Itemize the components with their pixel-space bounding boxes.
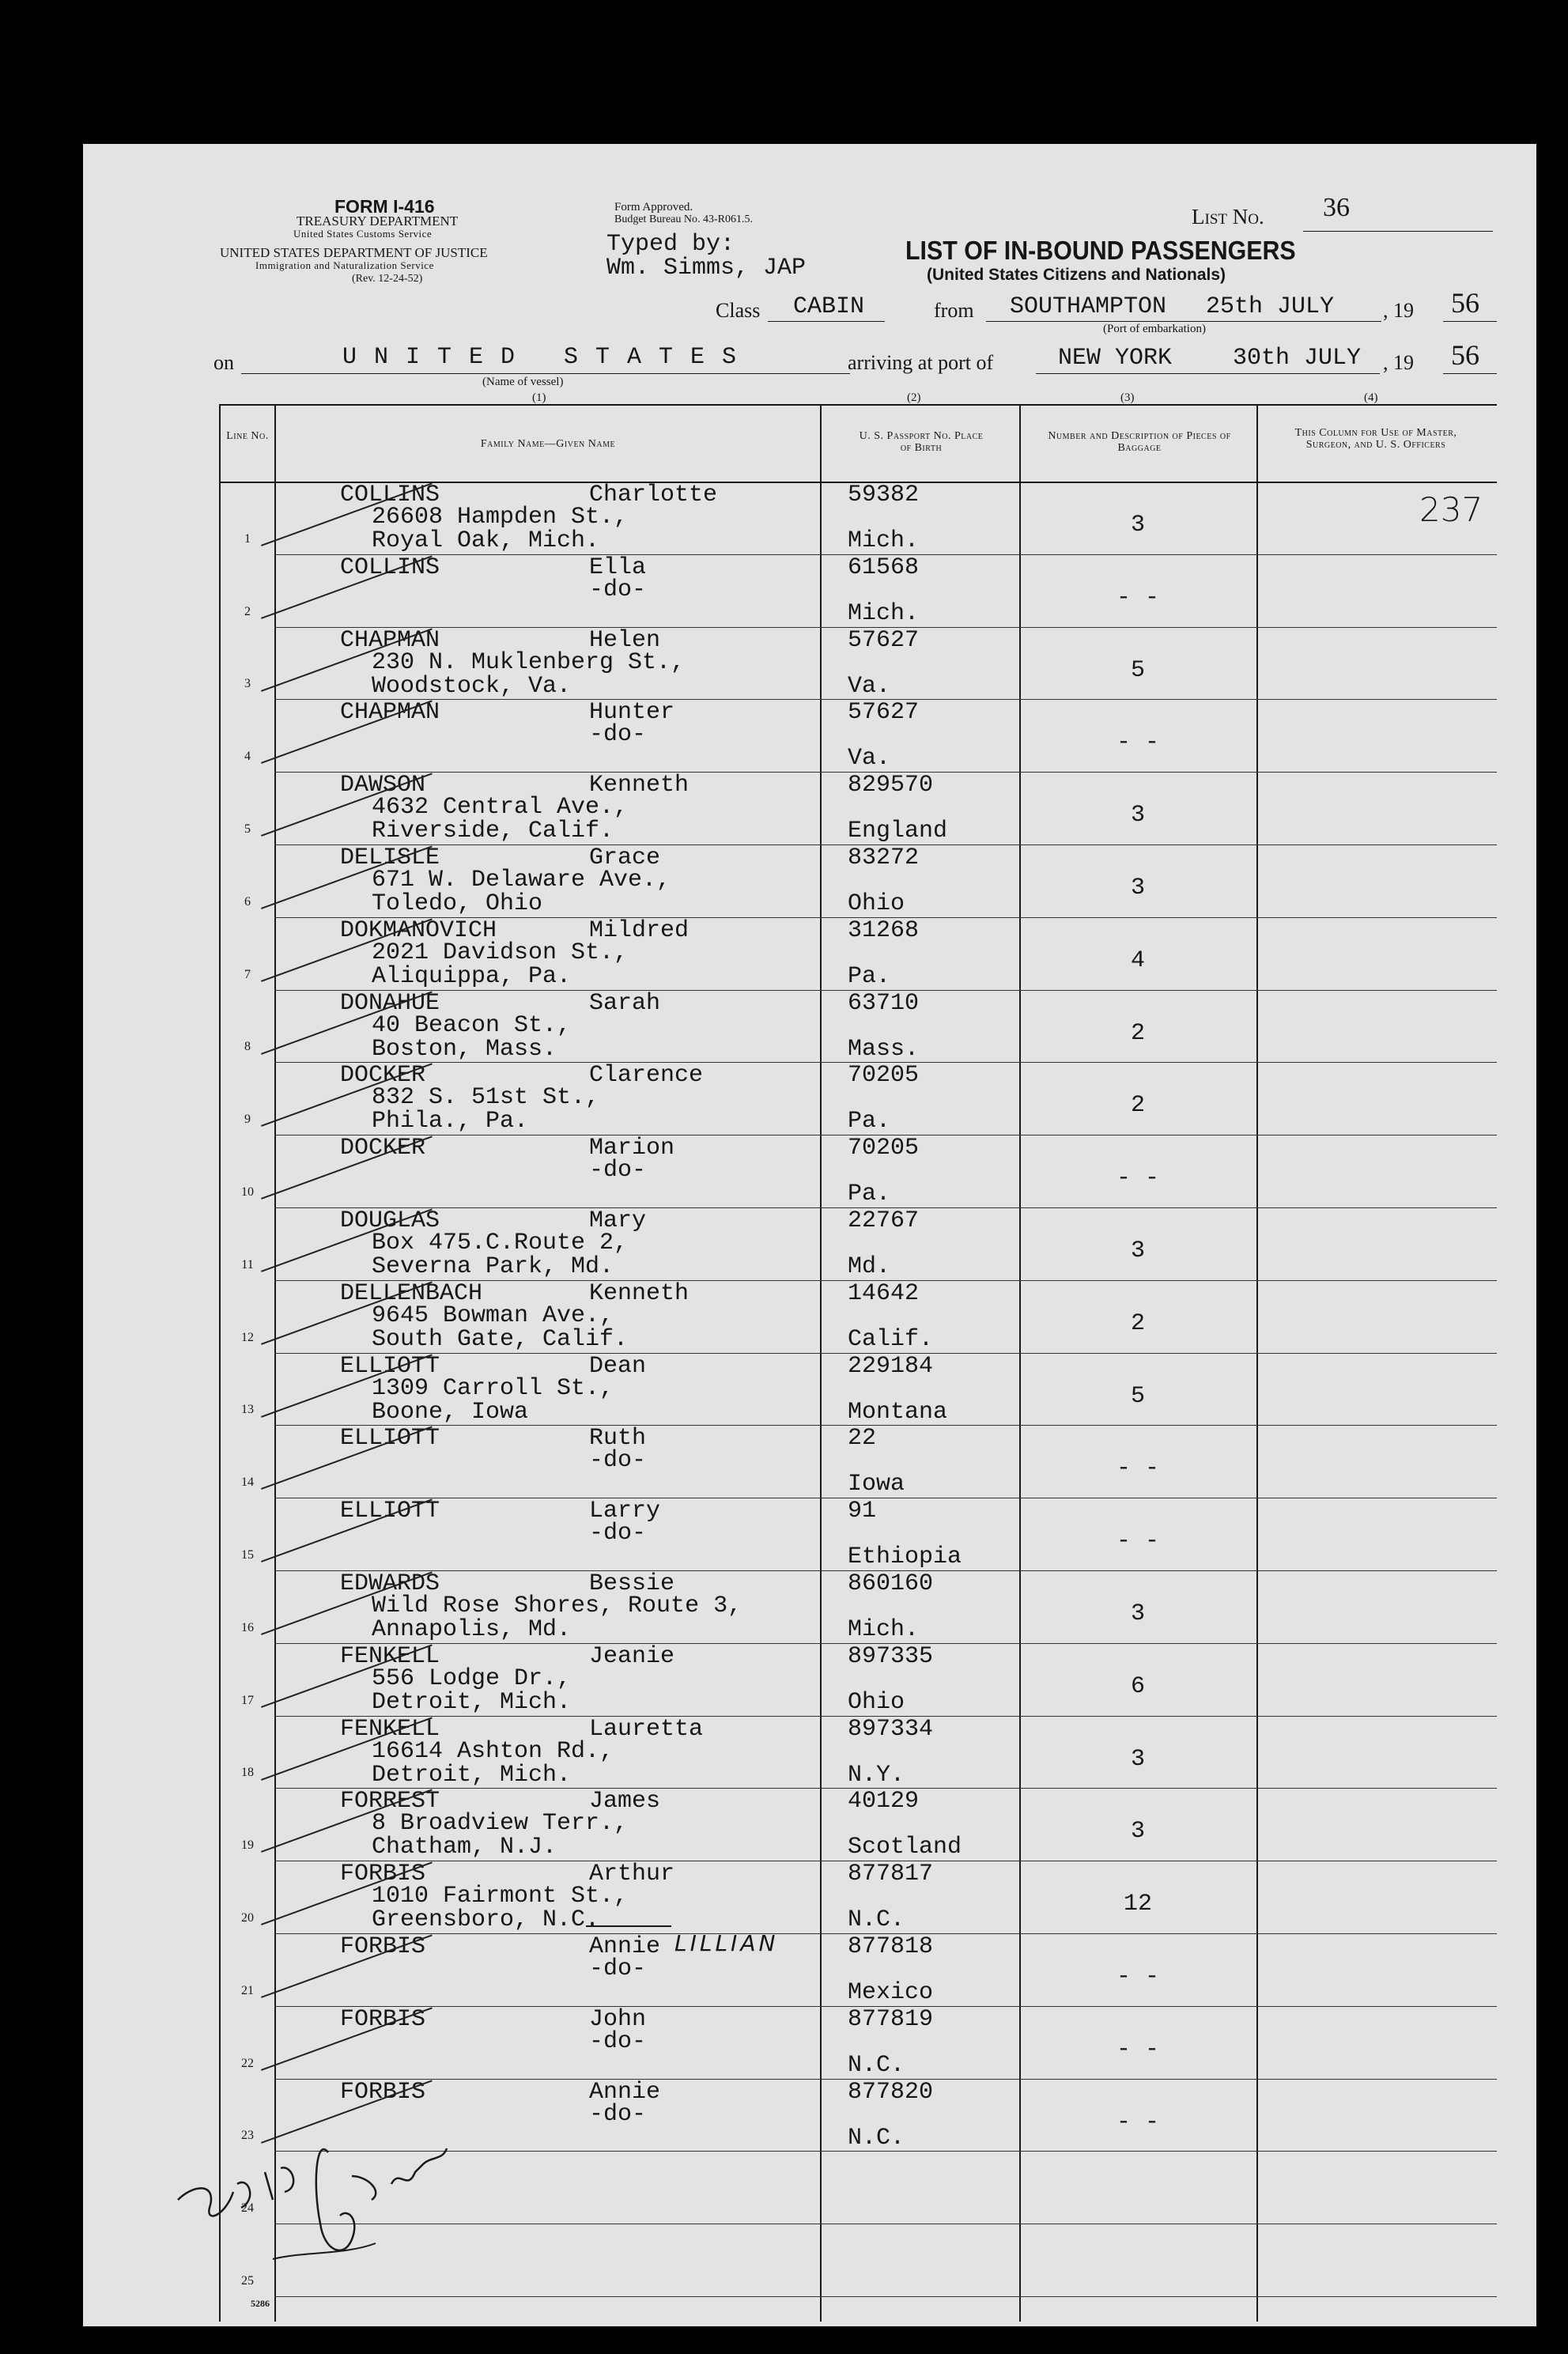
line-number: 6 <box>244 894 251 909</box>
header-name: Family Name—Given Name <box>480 438 616 450</box>
class-value: CABIN <box>793 293 865 320</box>
passport-number: 829570 <box>848 772 934 799</box>
passport-number: 877819 <box>848 2005 934 2033</box>
family-name: COLLINS <box>340 482 440 508</box>
address-line-2: Toledo, Ohio <box>372 890 543 917</box>
address-line-2: Woodstock, Va. <box>372 672 572 700</box>
family-name: DELLENBACH <box>340 1279 483 1307</box>
from-line <box>986 321 1381 322</box>
line-number: 18 <box>241 1766 254 1780</box>
family-name: DOKMANOVICH <box>340 916 497 944</box>
address-line-2: Boston, Mass. <box>372 1035 557 1063</box>
col-num-1: (1) <box>532 391 546 404</box>
from-port: SOUTHAMPTON <box>1010 293 1167 320</box>
given-name: Annie <box>589 1933 661 1960</box>
passport-number: 14642 <box>848 1279 920 1307</box>
baggage-count: - - <box>1116 1455 1159 1483</box>
passport-number: 22 <box>848 1425 877 1453</box>
given-name: Marion <box>589 1135 675 1162</box>
line-number: 3 <box>244 677 251 691</box>
place-of-birth: Iowa <box>848 1471 905 1498</box>
given-name: Mildred <box>589 916 690 944</box>
given-name: John <box>589 2005 647 2033</box>
given-name: James <box>589 1788 661 1816</box>
place-of-birth: Scotland <box>848 1834 962 1861</box>
line-number: 25 <box>241 2274 254 2288</box>
col-border <box>1019 404 1021 2322</box>
baggage-count: 3 <box>1130 802 1145 829</box>
given-name: Ella <box>589 554 647 581</box>
given-name: Charlotte <box>589 482 718 508</box>
place-of-birth: Mich. <box>848 1616 920 1643</box>
baggage-count: 3 <box>1130 1600 1145 1627</box>
place-of-birth: N.C. <box>848 1906 905 1934</box>
place-of-birth: Pa. <box>848 1181 891 1208</box>
given-name: Mary <box>589 1207 647 1234</box>
place-of-birth: Pa. <box>848 962 891 990</box>
baggage-count: 3 <box>1130 1745 1145 1773</box>
list-no-label: List No. <box>1192 205 1264 229</box>
place-of-birth: Mich. <box>848 527 920 554</box>
vessel-caption: (Name of vessel) <box>482 376 564 388</box>
line-number: 21 <box>241 1983 254 1997</box>
baggage-count: 2 <box>1130 1092 1145 1120</box>
given-name: Dean <box>589 1352 647 1380</box>
place-of-birth: N.C. <box>848 2124 905 2152</box>
address-line-2: Greensboro, N.C. <box>372 1906 600 1934</box>
line-number: 7 <box>244 967 251 981</box>
baggage-count: - - <box>1116 2108 1159 2136</box>
address-line-2: Aliquippa, Pa. <box>372 962 572 990</box>
col-border <box>820 404 822 2322</box>
address-line-1: 1309 Carroll St., <box>372 1374 614 1402</box>
line-number: 17 <box>241 1693 254 1707</box>
address-line-1: 26608 Hampden St., <box>372 504 629 531</box>
passport-number: 63710 <box>848 989 920 1017</box>
line-number: 24 <box>241 2201 254 2216</box>
table-top-rule <box>219 404 1497 406</box>
family-name: ELLIOTT <box>340 1498 440 1525</box>
place-of-birth: Ethiopia <box>848 1544 962 1571</box>
family-name: FORBIS <box>340 2005 426 2033</box>
vessel-line <box>241 373 850 374</box>
document-subtitle: (United States Citizens and Nationals) <box>927 266 1226 284</box>
list-no-line <box>1303 231 1493 232</box>
given-name: Arthur <box>589 1861 675 1888</box>
customs-service: United States Customs Service <box>293 228 433 240</box>
col-border <box>274 404 276 2322</box>
given-name: Sarah <box>589 989 661 1017</box>
given-name-ditto: -do- <box>589 721 647 749</box>
place-of-birth: Mexico <box>848 1979 934 2006</box>
place-of-birth: Va. <box>848 745 891 773</box>
address-line-2: Detroit, Mich. <box>372 1688 572 1716</box>
from-year-prefix: , 19 <box>1383 299 1414 322</box>
place-of-birth: Va. <box>848 672 891 700</box>
place-of-birth: Ohio <box>848 1688 905 1716</box>
line-number: 13 <box>241 1403 254 1417</box>
list-no-value: 36 <box>1323 193 1350 222</box>
baggage-count: - - <box>1116 729 1159 757</box>
from-year-line <box>1443 321 1497 322</box>
family-name: FORBIS <box>340 1861 426 1888</box>
family-name: COLLINS <box>340 554 440 581</box>
given-name: Kenneth <box>589 772 690 799</box>
address-line-2: Phila., Pa. <box>372 1108 529 1135</box>
place-of-birth: Mich. <box>848 599 920 627</box>
passport-number: 877818 <box>848 1933 934 1960</box>
typed-by-label: Typed by: <box>606 231 735 258</box>
budget-bureau: Budget Bureau No. 43-R061.5. <box>614 213 753 225</box>
baggage-count: 5 <box>1130 656 1145 684</box>
address-line-1: 671 W. Delaware Ave., <box>372 867 671 894</box>
arrival-line <box>1036 373 1380 374</box>
place-of-birth: Md. <box>848 1253 891 1280</box>
arrival-year-prefix: , 19 <box>1383 351 1414 374</box>
passport-number: 877817 <box>848 1861 934 1888</box>
arriving-label: arriving at port of <box>848 351 994 374</box>
baggage-count: - - <box>1116 1165 1159 1192</box>
family-name: FENKELL <box>340 1642 440 1670</box>
address-line-2: South Gate, Calif. <box>372 1325 629 1353</box>
baggage-count: 4 <box>1130 947 1145 974</box>
address-line-1: 556 Lodge Dr., <box>372 1664 572 1692</box>
baggage-count: 2 <box>1130 1309 1145 1337</box>
passport-number: 83272 <box>848 844 920 871</box>
family-name: ELLIOTT <box>340 1425 440 1453</box>
address-line-1: 230 N. Muklenberg St., <box>372 648 686 676</box>
passport-number: 860160 <box>848 1570 934 1597</box>
line-number: 9 <box>244 1113 251 1127</box>
passport-number: 40129 <box>848 1788 920 1816</box>
passport-number: 61568 <box>848 554 920 581</box>
given-name: Larry <box>589 1498 661 1525</box>
col-border <box>1256 404 1258 2322</box>
header-baggage: Number and Description of Pieces of Baggage <box>1048 430 1231 454</box>
place-of-birth: Mass. <box>848 1035 920 1063</box>
col-num-4: (4) <box>1364 391 1378 404</box>
line-number: 15 <box>241 1548 254 1562</box>
given-name: Grace <box>589 844 661 871</box>
col-border <box>219 404 221 2322</box>
baggage-count: - - <box>1116 2035 1159 2063</box>
family-name: FORREST <box>340 1788 440 1816</box>
form-number: FORM I-416 <box>334 196 435 217</box>
family-name: ELLIOTT <box>340 1352 440 1380</box>
baggage-count: 2 <box>1130 1019 1145 1047</box>
given-name: Clarence <box>589 1062 704 1090</box>
given-name: Hunter <box>589 699 675 727</box>
address-line-2: Riverside, Calif. <box>372 818 614 845</box>
baggage-count: 3 <box>1130 1237 1145 1264</box>
class-label: Class <box>716 299 761 322</box>
strikethrough <box>586 1925 671 1927</box>
line-number: 4 <box>244 750 251 764</box>
arrival-year: 56 <box>1451 339 1479 371</box>
baggage-count: - - <box>1116 1528 1159 1555</box>
manifest-page <box>83 144 1536 2326</box>
line-number: 22 <box>241 2056 254 2070</box>
line-number: 11 <box>241 1257 254 1271</box>
passport-number: 59382 <box>848 482 920 508</box>
family-name: DOCKER <box>340 1135 426 1162</box>
family-name: DOUGLAS <box>340 1207 440 1234</box>
family-name: FORBIS <box>340 2078 426 2106</box>
from-year: 56 <box>1451 287 1479 319</box>
baggage-count: 3 <box>1130 875 1145 901</box>
address-line-2: Boone, Iowa <box>372 1398 529 1426</box>
place-of-birth: Calif. <box>848 1325 934 1353</box>
line-number: 14 <box>241 1476 254 1490</box>
place-of-birth: Ohio <box>848 890 905 917</box>
document-title: LIST OF IN-BOUND PASSENGERS <box>905 236 1296 265</box>
given-name-ditto: -do- <box>589 1447 647 1475</box>
place-of-birth: Pa. <box>848 1108 891 1135</box>
family-name: FORBIS <box>340 1933 426 1960</box>
baggage-count: 3 <box>1130 512 1145 538</box>
given-name: Helen <box>589 626 661 654</box>
baggage-count: 6 <box>1130 1672 1145 1700</box>
address-line-2: Annapolis, Md. <box>372 1616 572 1643</box>
family-name: DONAHUE <box>340 989 440 1017</box>
passport-number: 31268 <box>848 916 920 944</box>
family-name: DELISLE <box>340 844 440 871</box>
passport-number: 57627 <box>848 626 920 654</box>
given-name: Lauretta <box>589 1715 704 1743</box>
family-name: DAWSON <box>340 772 426 799</box>
address-line-1: 16614 Ashton Rd., <box>372 1737 614 1765</box>
baggage-count: 5 <box>1130 1382 1145 1410</box>
address-line-1: Wild Rose Shores, Route 3, <box>372 1593 742 1619</box>
address-line-2: Chatham, N.J. <box>372 1834 557 1861</box>
line-number: 16 <box>241 1620 254 1634</box>
address-line-1: 832 S. 51st St., <box>372 1084 600 1112</box>
header-passport: U. S. Passport No. Place of Birth <box>859 430 984 454</box>
given-name: Ruth <box>589 1425 647 1453</box>
address-line-1: 8 Broadview Terr., <box>372 1810 629 1838</box>
line-number: 19 <box>241 1838 254 1853</box>
place-of-birth: England <box>848 818 948 845</box>
given-name-correction: LILLIAN <box>674 1930 779 1956</box>
given-name: Jeanie <box>589 1642 675 1670</box>
form-approved: Form Approved. <box>614 201 693 213</box>
given-name-ditto: -do- <box>589 1955 647 1982</box>
given-name-ditto: -do- <box>589 1520 647 1547</box>
family-name: CHAPMAN <box>340 626 440 654</box>
given-name-ditto: -do- <box>589 576 647 603</box>
from-label: from <box>934 299 974 322</box>
given-name-ditto: -do- <box>589 2100 647 2128</box>
address-line-1: 4632 Central Ave., <box>372 794 629 822</box>
address-line-1: 1010 Fairmont St., <box>372 1883 629 1910</box>
header-line-no: Line No. <box>226 430 269 442</box>
given-name-ditto: -do- <box>589 1157 647 1185</box>
ins-service: Immigration and Naturalization Service <box>255 259 434 271</box>
given-name: Kenneth <box>589 1279 690 1307</box>
place-of-birth: N.Y. <box>848 1761 905 1789</box>
arrival-port: NEW YORK <box>1058 345 1173 372</box>
line-number: 2 <box>244 604 251 618</box>
arrival-year-line <box>1443 373 1497 374</box>
line-number: 8 <box>244 1040 251 1054</box>
family-name: DOCKER <box>340 1062 426 1090</box>
inspector-signature <box>162 2089 478 2279</box>
col-num-3: (3) <box>1120 391 1135 404</box>
passport-number: 229184 <box>848 1352 934 1380</box>
address-line-1: Box 475.C.Route 2, <box>372 1230 629 1256</box>
form-code: 5286 <box>251 2298 270 2309</box>
header-officers: This Column for Use of Master, Surgeon, and U. S. Officers <box>1294 427 1457 451</box>
arrival-date: 30th JULY <box>1233 345 1362 372</box>
on-label: on <box>213 351 234 374</box>
address-line-1: 9645 Bowman Ave., <box>372 1302 614 1329</box>
justice-dept: UNITED STATES DEPARTMENT OF JUSTICE <box>220 245 488 260</box>
vessel-name: UNITED STATES <box>342 344 754 371</box>
given-name-ditto: -do- <box>589 2027 647 2055</box>
line-number: 20 <box>241 1911 254 1925</box>
line-number: 10 <box>241 1185 254 1199</box>
officer-note: 237 <box>1419 490 1483 529</box>
family-name: CHAPMAN <box>340 699 440 727</box>
baggage-count: - - <box>1116 584 1159 611</box>
address-line-2: Severna Park, Md. <box>372 1253 614 1280</box>
class-line <box>768 321 885 322</box>
from-date: 25th JULY <box>1206 293 1335 320</box>
address-line-1: 40 Beacon St., <box>372 1011 572 1039</box>
passport-number: 91 <box>848 1498 877 1525</box>
family-name: EDWARDS <box>340 1570 440 1597</box>
passport-number: 70205 <box>848 1135 920 1162</box>
treasury-dept: TREASURY DEPARTMENT <box>297 213 459 229</box>
col-num-2: (2) <box>907 391 921 404</box>
port-embark-caption: (Port of embarkation) <box>1103 323 1206 335</box>
line-number: 1 <box>244 531 251 546</box>
row-divider <box>274 2296 1497 2297</box>
line-number: 23 <box>241 2129 254 2143</box>
baggage-count: 12 <box>1123 1891 1152 1918</box>
line-number: 12 <box>241 1330 254 1344</box>
typed-by-name: Wm. Simms, JAP <box>606 255 807 281</box>
given-name: Annie <box>589 2078 661 2106</box>
passport-number: 897334 <box>848 1715 934 1743</box>
passport-number: 22767 <box>848 1207 920 1234</box>
baggage-count: - - <box>1116 1963 1159 1990</box>
given-name: Bessie <box>589 1570 675 1597</box>
family-name: FENKELL <box>340 1715 440 1743</box>
passport-number: 897335 <box>848 1642 934 1670</box>
line-number: 5 <box>244 822 251 836</box>
revision: (Rev. 12-24-52) <box>352 273 423 285</box>
passport-number: 57627 <box>848 699 920 727</box>
address-line-2: Detroit, Mich. <box>372 1761 572 1789</box>
place-of-birth: N.C. <box>848 2051 905 2079</box>
baggage-count: 3 <box>1130 1818 1145 1846</box>
passport-number: 877820 <box>848 2078 934 2106</box>
address-line-1: 2021 Davidson St., <box>372 939 629 966</box>
passport-number: 70205 <box>848 1062 920 1090</box>
address-line-2: Royal Oak, Mich. <box>372 527 600 554</box>
place-of-birth: Montana <box>848 1398 948 1426</box>
